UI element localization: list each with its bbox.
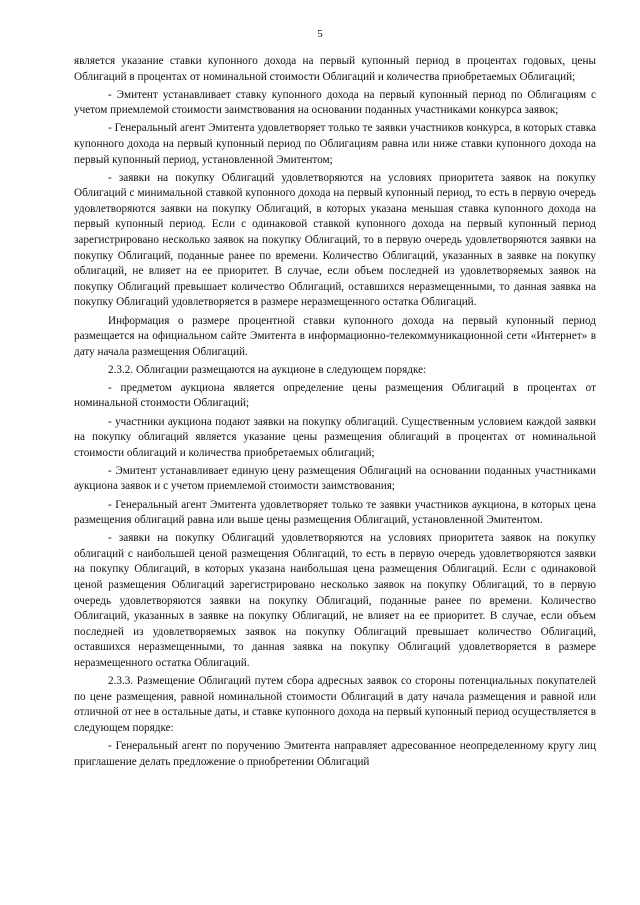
paragraph: - участники аукциона подают заявки на покупку облигаций. Существенным условием каждой заявки на покупку облигаций является указание цены размещения облигаций в процентах от номинальной стоимости облигаций и количества приобретаемых облигаций; — [74, 415, 596, 459]
paragraph-continuation: является указание ставки купонного дохода на первый купонный период в процентах годовых, цены Облигаций в процентах от номинальной стоимости Облигаций и количества приобретаемых Облигаций; — [74, 55, 596, 83]
paragraph: - заявки на покупку Облигаций удовлетворяются на условиях приоритета заявок на покупку облигаций с наибольшей ценой размещения Облигаций, то есть в первую очередь удовлетворяются заявки на покупку Облигаций, в которых указана наибольшая цена размещения Облигаций. Если с одинаковой ценой размещения Облигаций зарегистрировано несколько заявок на покупку Облигаций, то в первую очередь удовлетворяются заявки на покупку Облигаций, поданные ранее по времени. Количество Облигаций, указанных в заявке на покупку Облигаций, не влияет на ее приоритет. В случае, если объем последней из удовлетворяемых заявок на покупку Облигаций превышает количество Облигаций, оставшихся неразмещенными, то данная заявка на покупку Облигаций удовлетворяется в размере неразмещенного остатка Облигаций. — [74, 532, 596, 669]
document-body — [74, 54, 596, 773]
paragraph: - заявки на покупку Облигаций удовлетворяются на условиях приоритета заявок на покупку Облигаций с минимальной ставкой купонного дохода на первый купонный период, то есть в первую очередь удовлетворяются заявки на покупку Облигаций, в которых указана меньшая ставка купонного дохода на первый купонный период. Если с одинаковой ставкой купонного дохода на первый купонный период зарегистрировано несколько заявок на покупку Облигаций, то в первую очередь удовлетворяются заявки на покупку Облигаций, поданные ранее по времени. Количество Облигаций, указанных в заявке на покупку облигаций, не влияет на ее приоритет. В случае, если объем последней из удовлетворяемых заявок на покупку Облигаций превышает количество Облигаций, оставшихся неразмещенными, то данная заявка на покупку Облигаций удовлетворяется в размере неразмещенного остатка Облигаций. — [74, 171, 596, 309]
paragraph: - Эмитент устанавливает ставку купонного дохода на первый купонный период по Облигациям с учетом приемлемой стоимости заимствования на основании поданных участниками конкурса заявок; — [74, 88, 596, 117]
paragraph: - Генеральный агент Эмитента удовлетворяет только те заявки участников аукциона, в которых цена размещения облигаций равна или выше цены размещения Облигаций, установленной Эмитентом. — [74, 498, 596, 527]
section-heading-2-3-2: 2.3.2. Облигации размещаются на аукционе в следующем порядке: — [108, 363, 427, 376]
paragraph: - Эмитент устанавливает единую цену размещения Облигаций на основании поданных участниками аукциона заявок и с учетом приемлемой стоимости заимствования; — [74, 464, 596, 493]
page-number: 5 — [317, 28, 323, 40]
paragraph: - Генеральный агент Эмитента удовлетворяет только те заявки участников конкурса, в которых ставка купонного дохода на первый купонный период по Облигациям равна или ниже ставки купонного дохода на первый купонный период, установленной Эмитентом; — [74, 122, 596, 166]
section-heading-2-3-3: 2.3.3. Размещение Облигаций путем сбора адресных заявок со стороны потенциальных покупателей по цене размещения, равной номинальной стоимости Облигаций в дату начала размещения и равной или отличной от нее в остальные даты, и ставке купонного дохода на первый купонный период осуществляется в следующем порядке: — [74, 675, 596, 734]
paragraph: - Генеральный агент по поручению Эмитента направляет адресованное неопределенному кругу лиц приглашение делать предложение о приобретении Облигаций — [74, 739, 596, 768]
paragraph: - предметом аукциона является определение цены размещения Облигаций в процентах от номинальной стоимости Облигаций; — [74, 381, 596, 410]
paragraph: Информация о размере процентной ставки купонного дохода на первый купонный период размещается на официальном сайте Эмитента в информационно-телекоммуникационной сети «Интернет» в дату начала размещения Облигаций. — [74, 314, 596, 358]
